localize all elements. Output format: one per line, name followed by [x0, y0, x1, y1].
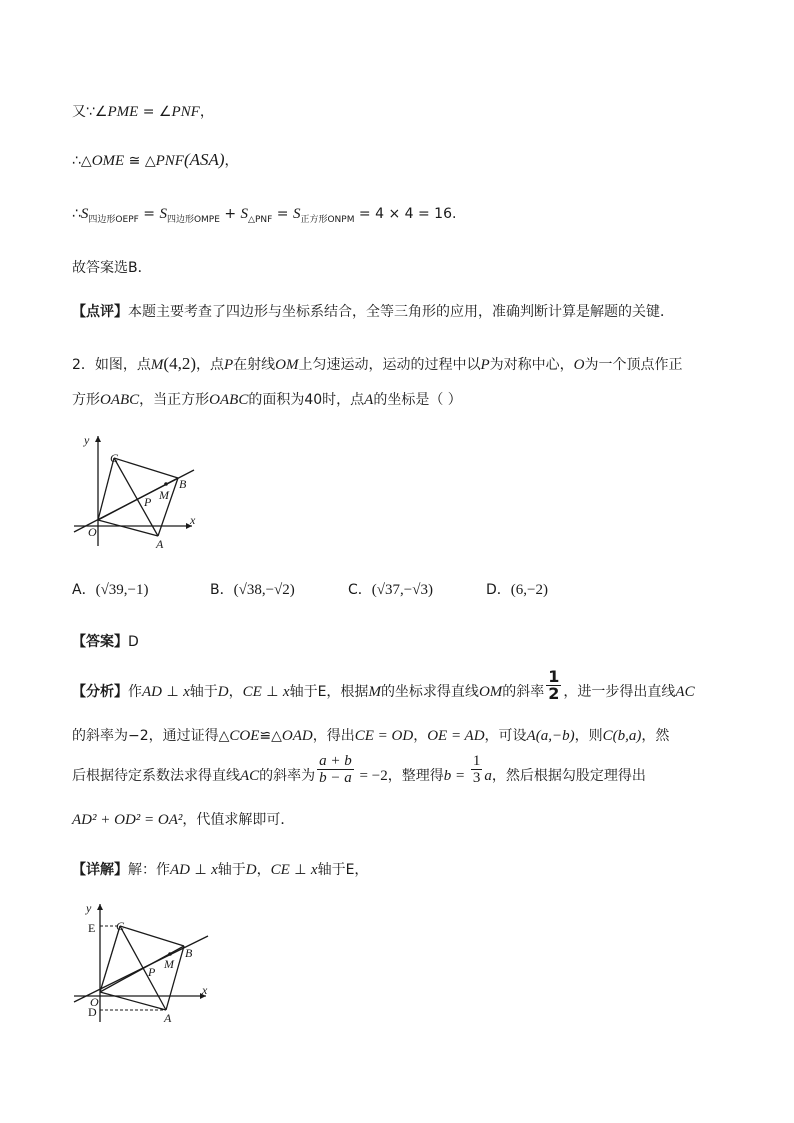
fig1-label-a: A	[156, 537, 164, 551]
option-b[interactable]: B．(√38,−√2)	[210, 582, 295, 598]
fig2-label-e: E	[88, 921, 96, 935]
proof-line-congruent: ∴△OME ≅ △PNF(ASA)，	[72, 150, 239, 169]
fig1-y-arrow	[95, 436, 101, 442]
fig1-label-o: O	[88, 525, 97, 539]
detail-line: 【详解】解：作AD ⊥ x轴于D，CE ⊥ x轴于E，	[72, 862, 369, 878]
fig2-label-x: x	[202, 983, 208, 997]
fig1-label-c: C	[110, 451, 119, 465]
fraction-slope: $\frac{a + b}{b - a}$	[319, 752, 352, 786]
fig1-point-m	[164, 482, 168, 486]
figure-2-square-diagram	[70, 896, 220, 1026]
option-c[interactable]: C．(√37,−√3)	[348, 582, 433, 598]
fig1-label-b: B	[179, 477, 187, 491]
fig2-side-ao	[100, 992, 166, 1010]
fig1-side-ao	[98, 520, 158, 536]
fig2-label-m: M	[164, 957, 174, 971]
fig2-label-d: D	[88, 1005, 97, 1019]
answer-tag: 【答案】	[72, 634, 128, 650]
proof-line-area: $\therefore S_{四边形OEPF} = S_{四边形OMPE} + S_{\triangle PNF} = S_{正方形ONPM} = 4 \times 4 = 16$.	[72, 206, 457, 225]
fig2-label-b: B	[185, 946, 193, 960]
fig1-label-y: y	[84, 433, 90, 447]
analysis-tag: 【分析】	[72, 684, 128, 700]
fig2-label-p: P	[148, 965, 156, 979]
comment-tag: 【点评】	[72, 304, 128, 320]
fig2-label-y: y	[86, 901, 92, 915]
fig1-label-m: M	[159, 488, 169, 502]
fig2-point-m	[168, 952, 172, 956]
fig2-label-o: O	[90, 995, 99, 1009]
analysis-line-2: 的斜率为−2，通过证得△COE≌△OAD，得出CE = OD，OE = AD，可设A(a,−b)，则C(b,a)，然	[72, 728, 670, 744]
fig1-label-p: P	[144, 495, 152, 509]
fraction-one-half: $\frac{1}{2}$	[548, 666, 560, 703]
fig2-label-a: A	[164, 1011, 172, 1025]
analysis-line-4: AD² + OD² = OA²，代值求解即可．	[72, 812, 295, 828]
fig2-y-arrow	[97, 904, 103, 910]
question-2-line-2: 方形OABC，当正方形OABC的面积为40时，点A的坐标是（ ）	[72, 392, 462, 408]
answer-line: 【答案】D	[72, 634, 139, 650]
option-a[interactable]: A．(√39,−1)	[72, 582, 149, 598]
analysis-line-3: 后根据待定系数法求得直线AC的斜率为 $\frac{a + b}{b - a}$ = −2，整理得b = $\frac{1}{3}$ a，然后根据勾股定理得出	[72, 752, 646, 786]
analysis-line-1: 【分析】作AD ⊥ x轴于D，CE ⊥ x轴于E，根据M的坐标求得直线OM的斜率 $\frac{1}{2}$ ，进一步得出直线AC	[72, 666, 695, 703]
comment-line: 【点评】本题主要考查了四边形与坐标系结合，全等三角形的应用，准确判断计算是解题的关键．	[72, 304, 674, 320]
proof-line-angle: 又∵∠PME = ∠PNF，	[72, 104, 214, 120]
question-2-line-1: 2．如图，点M(4,2)，点P在射线OM上匀速运动，运动的过程中以P为对称中心，O为一个顶点作正	[72, 354, 683, 373]
figure-1-square-diagram	[70, 428, 210, 552]
fig1-side-oc	[98, 458, 114, 520]
answer-choice-line: 故答案选B．	[72, 260, 152, 276]
fig2-label-c: C	[116, 919, 125, 933]
fraction-one-third: $\frac{1}{3}$	[472, 752, 481, 786]
option-d[interactable]: D．(6,−2)	[486, 582, 548, 598]
fig1-label-x: x	[190, 513, 196, 527]
detail-tag: 【详解】	[72, 862, 128, 878]
